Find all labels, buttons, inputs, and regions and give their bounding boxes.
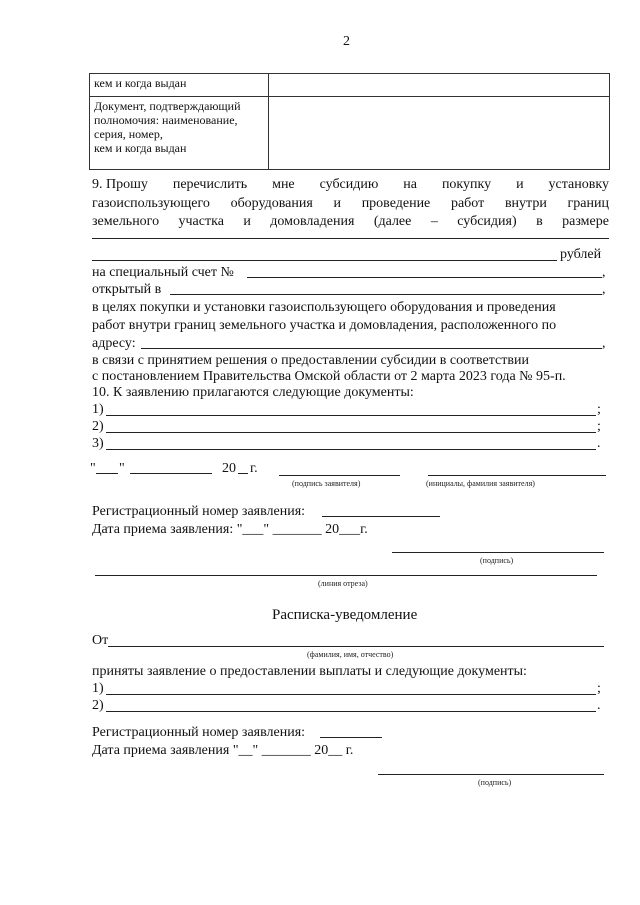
from-label: От: [92, 633, 109, 648]
table-label-line: Документ, подтверждающий: [94, 99, 241, 113]
signature-caption: (подпись): [480, 556, 514, 565]
para9-line1: [92, 176, 609, 193]
receipt-registration-field[interactable]: [320, 737, 382, 738]
text-word: перечислить: [172, 177, 248, 192]
attachment-field-3[interactable]: [106, 449, 596, 450]
attachment-ending: .: [597, 436, 601, 451]
text-word: внутри: [504, 196, 547, 211]
date-quote-close: ": [119, 461, 125, 476]
rubles-label: рублей: [560, 247, 602, 262]
text-word: работ: [450, 196, 485, 211]
receipt-title: Расписка-уведомление: [272, 607, 418, 623]
attachments-heading: 10. К заявлению прилагаются следующие документы:: [92, 385, 414, 400]
text-word: границ: [567, 196, 609, 211]
attachment-number: 1): [92, 402, 104, 417]
receipt-registration-label: Регистрационный номер заявления:: [92, 725, 306, 740]
text-word: –: [430, 214, 438, 229]
receipt-item-ending: ;: [597, 681, 601, 696]
accepted-text: приняты заявление о предоставлении выплаты и следующие документы:: [92, 664, 527, 679]
text-word: размере: [562, 214, 609, 229]
comma: ,: [602, 265, 606, 280]
reception-date-label: Дата приема заявления: "___" _______ 20___г.: [92, 522, 368, 537]
applicant-signature-field[interactable]: [279, 475, 400, 476]
table-cell-label: [90, 97, 269, 170]
attachment-field-1[interactable]: [106, 415, 596, 416]
year-label: 20: [222, 461, 236, 476]
signature-caption: (подпись заявителя): [292, 479, 361, 488]
text-word: на: [403, 177, 417, 192]
opened-at-label: открытый в: [92, 282, 162, 297]
registration-number-label: Регистрационный номер заявления:: [92, 504, 306, 519]
receipt-item-ending: .: [597, 698, 601, 713]
attachment-ending: ;: [597, 402, 601, 417]
text-word: земельного: [92, 214, 160, 229]
fio-caption: (фамилия, имя, отчество): [307, 650, 394, 659]
text-word: и: [333, 196, 341, 211]
comma: ,: [602, 282, 606, 297]
date-year-field[interactable]: [238, 473, 248, 474]
attachment-number: 3): [92, 436, 104, 451]
account-label: на специальный счет №: [92, 265, 234, 280]
amount-field-line-2[interactable]: [92, 260, 557, 261]
table-cell-value: [269, 74, 610, 97]
text-word: участка: [178, 214, 224, 229]
text-word: газоиспользующего: [92, 196, 210, 211]
date-month-field[interactable]: [130, 473, 212, 474]
text-word: (далее: [373, 214, 412, 229]
address-field[interactable]: [141, 348, 602, 349]
purpose-line-1: в целях покупки и установки газоиспользующего оборудования и проведения: [92, 300, 556, 315]
initials-caption: (инициалы, фамилия заявителя): [426, 479, 535, 488]
receipt-date-label: Дата приема заявления "__" _______ 20__ г.: [92, 743, 354, 758]
signature-caption: (подпись): [478, 778, 512, 787]
receipt-signature-field[interactable]: [378, 774, 604, 775]
table-cell-value: [269, 97, 610, 170]
address-label: адресу:: [92, 336, 136, 351]
text-word: 9. Прошу: [92, 177, 148, 192]
cut-line-caption: (линия отреза): [318, 579, 368, 588]
cut-line: [95, 575, 597, 576]
receipt-item-number: 2): [92, 698, 104, 713]
date-quote-open: ": [90, 461, 96, 476]
attachment-field-2[interactable]: [106, 432, 596, 433]
decision-line-1: в связи с принятием решения о предоставлении субсидии в соответствии: [92, 353, 529, 368]
year-suffix: г.: [250, 461, 258, 476]
attachment-ending: ;: [597, 419, 601, 434]
comma: ,: [602, 336, 606, 351]
decision-line-2: с постановлением Правительства Омской области от 2 марта 2023 года № 95-п.: [92, 369, 566, 384]
table-label-line: кем и когда выдан: [94, 141, 187, 155]
attachment-number: 2): [92, 419, 104, 434]
official-signature-field[interactable]: [392, 552, 604, 553]
date-day-field[interactable]: [96, 473, 118, 474]
text-word: субсидию: [319, 177, 379, 192]
text-word: установку: [548, 177, 609, 192]
para9-line2: [92, 195, 609, 212]
table-label-line: полномочия: наименование,: [94, 113, 238, 127]
table-label-line: серия, номер,: [94, 127, 163, 141]
para9-line3: [92, 213, 609, 230]
text-word: покупку: [441, 177, 492, 192]
bank-field[interactable]: [170, 294, 602, 295]
text-word: проведение: [361, 196, 431, 211]
receipt-item-number: 1): [92, 681, 104, 696]
applicant-info-table: [89, 73, 610, 170]
from-field[interactable]: [108, 646, 604, 647]
purpose-line-2: работ внутри границ земельного участка и домовладения, расположенного по: [92, 318, 557, 333]
applicant-initials-field[interactable]: [428, 475, 606, 476]
receipt-document-field-2[interactable]: [106, 711, 596, 712]
text-word: домовладения: [270, 214, 355, 229]
text-word: субсидия): [457, 214, 517, 229]
amount-field-line[interactable]: [92, 238, 609, 239]
text-word: и: [516, 177, 524, 192]
text-word: в: [536, 214, 543, 229]
text-word: оборудования: [230, 196, 313, 211]
registration-number-field[interactable]: [322, 516, 440, 517]
page-number: 2: [343, 34, 350, 49]
text-word: мне: [272, 177, 295, 192]
receipt-document-field-1[interactable]: [106, 694, 596, 695]
account-field[interactable]: [247, 277, 602, 278]
table-cell-label: кем и когда выдан: [90, 74, 269, 97]
text-word: и: [243, 214, 251, 229]
